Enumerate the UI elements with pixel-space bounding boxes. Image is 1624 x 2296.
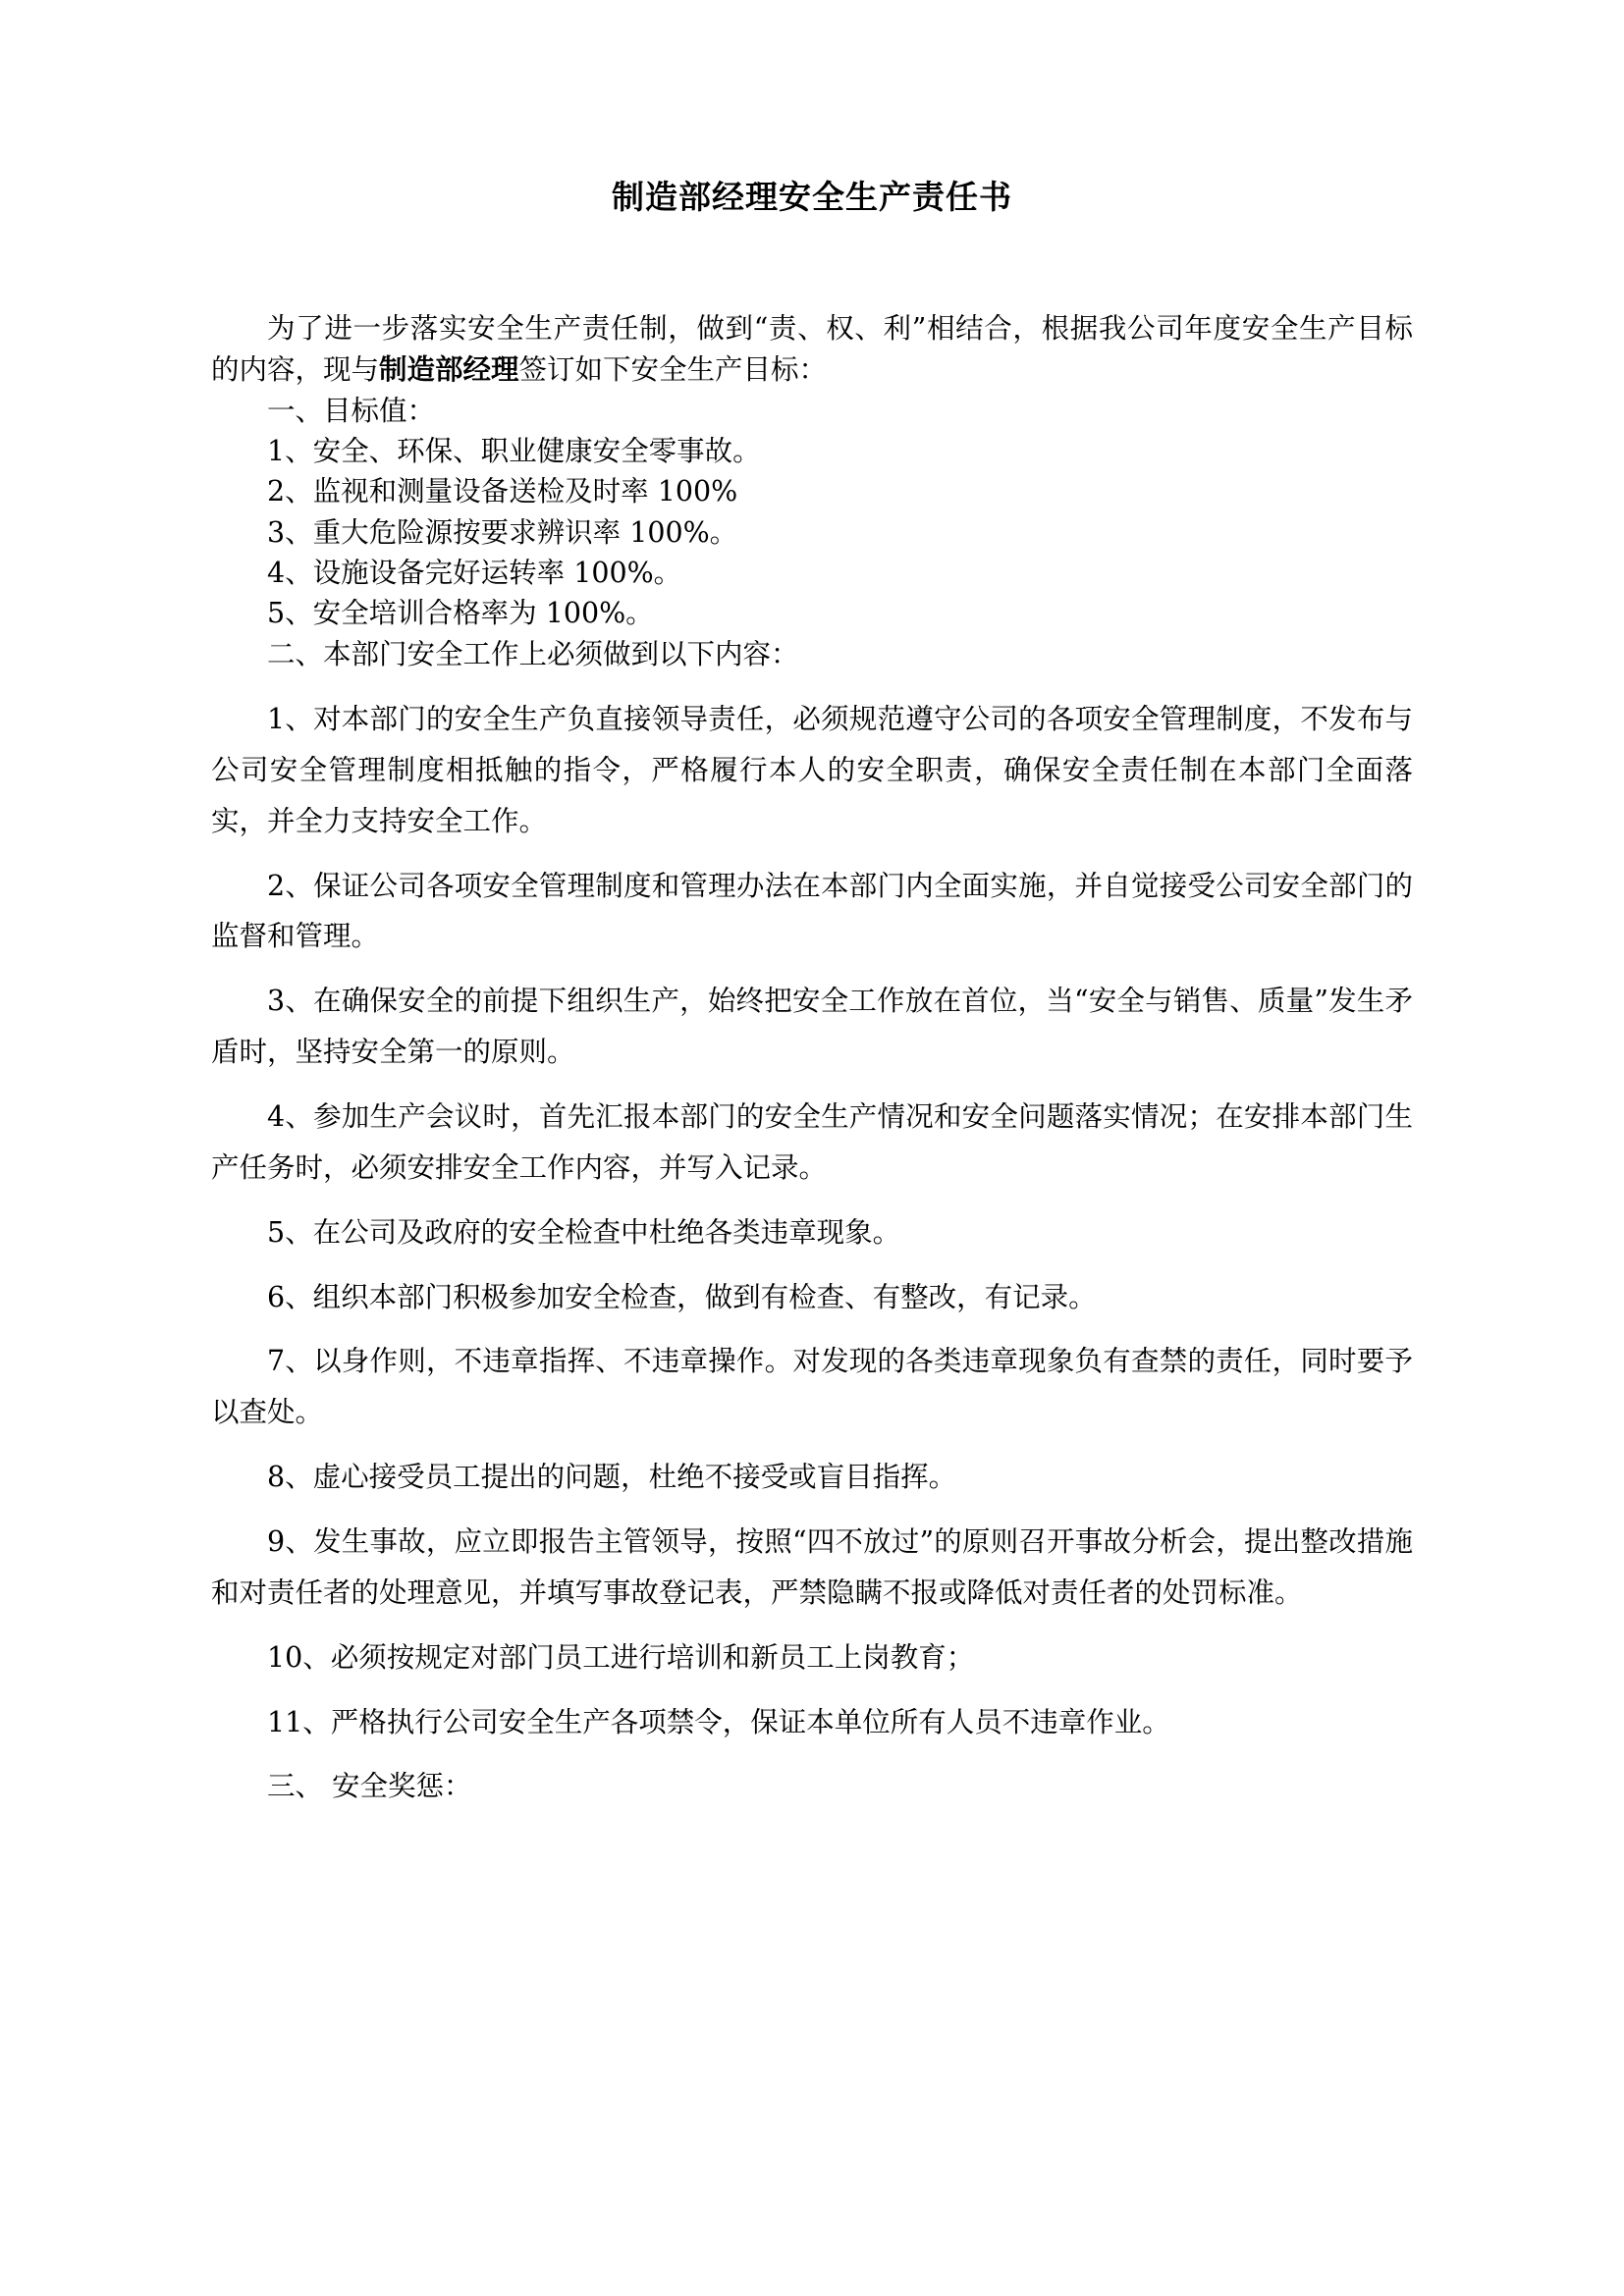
intro-role-emphasis: 制造部经理: [379, 352, 519, 386]
target-item: 3、重大危险源按要求辨识率 100%。: [267, 515, 738, 549]
duty-item: 3、在确保安全的前提下组织生产，始终把安全工作放在首位，当“安全与销售、质量”发生矛盾时，坚持安全第一的原则。: [211, 985, 1413, 1069]
section-one-heading: 一、目标值：: [267, 394, 436, 427]
section-two-heading: 二、本部门安全工作上必须做到以下内容：: [267, 637, 799, 670]
target-item: 2、监视和测量设备送检及时率 100%: [267, 475, 738, 508]
duty-item: 2、保证公司各项安全管理制度和管理办法在本部门内全面实施，并自觉接受公司安全部门的监督和管理。: [211, 869, 1413, 953]
duty-item: 11、严格执行公司安全生产各项禁令，保证本单位所有人员不违章作业。: [267, 1705, 1170, 1738]
target-item: 4、设施设备完好运转率 100%。: [267, 557, 682, 590]
intro-text-before: 为了进一步落实安全生产责任制，做到“责、权、利”相结合，根据我公司年度安全生产目标的内容，现与: [211, 312, 1413, 386]
section-three-heading: 三、 安全奖惩：: [267, 1770, 472, 1803]
duty-item: 10、必须按规定对部门员工进行培训和新员工上岗教育；: [267, 1640, 975, 1674]
intro-paragraph: [211, 308, 1413, 391]
page-title: 制造部经理安全生产责任书: [612, 178, 1012, 216]
duty-item: 4、参加生产会议时，首先汇报本部门的安全生产情况和安全问题落实情况；在安排本部门生产任务时，必须安排安全工作内容，并写入记录。: [211, 1099, 1413, 1184]
duty-item: 7、以身作则，不违章指挥、不违章操作。对发现的各类违章现象负有查禁的责任，同时要予以查处。: [211, 1345, 1413, 1429]
duty-item: 1、对本部门的安全生产负直接领导责任，必须规范遵守公司的各项安全管理制度，不发布与公司安全管理制度相抵触的指令，严格履行本人的安全职责，确保安全责任制在本部门全面落实，并全力支持安全工作。: [211, 702, 1413, 837]
duty-item: 6、组织本部门积极参加安全检查，做到有检查、有整改，有记录。: [267, 1280, 1097, 1313]
target-item: 5、安全培训合格率为 100%。: [267, 597, 654, 630]
duty-item: 8、虚心接受员工提出的问题，杜绝不接受或盲目指挥。: [267, 1461, 957, 1494]
duty-item: 9、发生事故，应立即报告主管领导，按照“四不放过”的原则召开事故分析会，提出整改措施和对责任者的处理意见，并填写事故登记表，严禁隐瞒不报或降低对责任者的处罚标准。: [211, 1525, 1413, 1609]
target-item: 1、安全、环保、职业健康安全零事故。: [267, 435, 761, 468]
duty-item: 5、在公司及政府的安全检查中杜绝各类违章现象。: [267, 1215, 901, 1249]
intro-text-after: 签订如下安全生产目标：: [518, 352, 828, 386]
